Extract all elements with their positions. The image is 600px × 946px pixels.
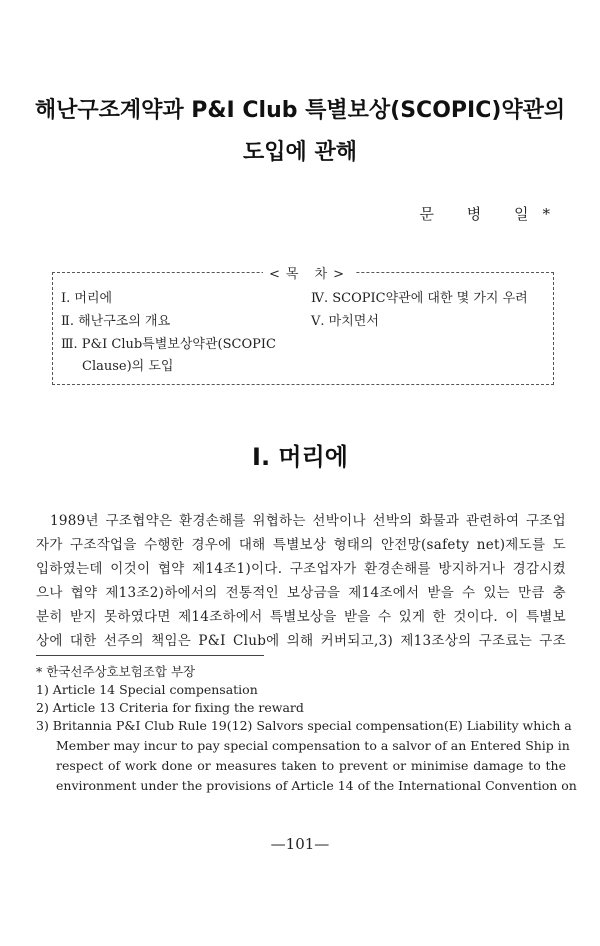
footnote-3-line: Member may incur to pay special compensation to a salvor of an Entered Ship in — [56, 738, 570, 753]
section-heading: Ⅰ. 머리에 — [252, 443, 348, 471]
toc-item: Ⅲ. P&I Club특별보상약관(SCOPIC — [61, 337, 276, 352]
paper-title-line-2: 도입에 관해 — [243, 140, 357, 165]
toc-item: Ⅰ. 머리에 — [61, 291, 113, 306]
body-line: 상에 대한 선주의 책임은 P&I Club에 의해 커버되고,3) 제13조상의 구조료는 구조 — [36, 633, 566, 649]
page-number: —101— — [270, 835, 330, 853]
paper-title-line-1: 해난구조계약과 P&I Club 특별보상(SCOPIC)약관의 — [34, 98, 566, 123]
body-line: 으나 협약 제13조2)하에서의 전통적인 보상금을 제14조에서 받을 수 있는 만큼 충 — [36, 585, 566, 601]
body-line: 분히 받지 못하였다면 제14조하에서 특별보상을 받을 수 있게 한 것이다. 이 특별보 — [36, 609, 566, 625]
footnote-divider — [36, 655, 264, 656]
footnote-3-line: 3) Britannia P&I Club Rule 19(12) Salvors special compensation(E) Liability which a — [36, 718, 572, 733]
toc-item: Ⅱ. 해난구조의 개요 — [61, 314, 171, 329]
footnote-2: 2) Article 13 Criteria for fixing the reward — [36, 700, 304, 715]
footnote-author: * 한국선주상호보험조합 부장 — [36, 664, 196, 679]
toc-item: Ⅴ. 마치면서 — [311, 314, 379, 329]
body-line: 자가 구조작업을 수행한 경우에 대해 특별보상 형태의 안전망(safety net)제도를 도 — [36, 537, 566, 553]
toc-heading: <목 차> — [263, 263, 356, 282]
footnote-3-line: environment under the provisions of Article 14 of the International Convention on — [56, 778, 577, 793]
author-name: 문 병 일* — [419, 205, 564, 223]
toc-item: Ⅳ. SCOPIC약관에 대한 몇 가지 우려 — [311, 291, 528, 306]
table-of-contents — [52, 267, 554, 385]
footnote-3-line: respect of work done or measures taken to prevent or minimise damage to the — [56, 758, 566, 773]
footnote-1: 1) Article 14 Special compensation — [36, 682, 258, 697]
toc-item: Clause)의 도입 — [82, 359, 174, 374]
body-line: 입하였는데 이것이 협약 제14조1)이다. 구조업자가 환경손해를 방지하거나 경감시켰 — [36, 561, 566, 577]
body-line: 1989년 구조협약은 환경손해를 위협하는 선박이나 선박의 화물과 관련하여 구조업 — [50, 513, 566, 529]
